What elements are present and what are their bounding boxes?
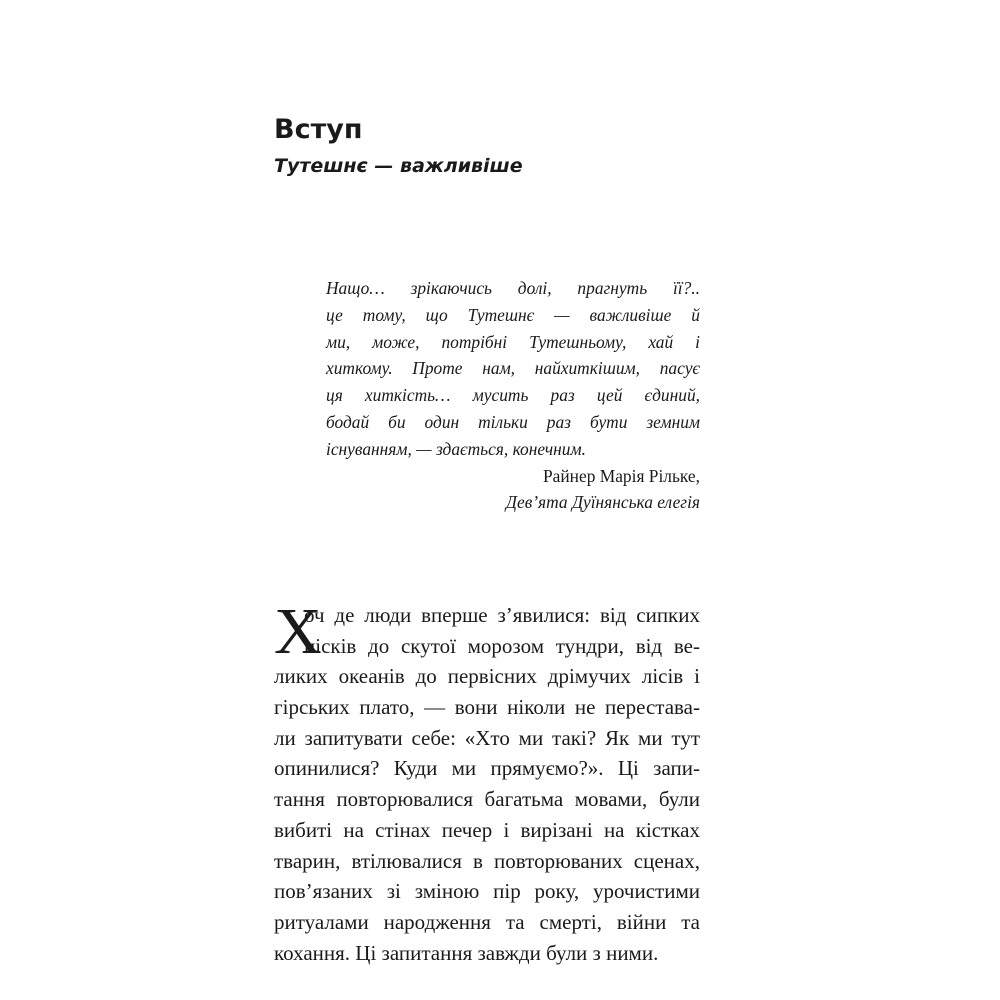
body-line: гірських плато, — вони ніколи не перестава-: [274, 695, 700, 720]
body-line: тання повторювалися багатьма мовами, були: [274, 787, 700, 812]
epigraph-line: хиткому. Проте нам, найхиткішим, пасує: [326, 358, 700, 379]
chapter-title: Вступ: [274, 114, 363, 145]
epigraph-line: ця хиткість… мусить раз цей єдиний,: [326, 385, 700, 406]
body-line: оч де люди вперше з’явилися: від сипких: [304, 603, 700, 627]
epigraph-author: Райнер Марія Рільке,: [542, 465, 700, 486]
epigraph-line: ми, може, потрібні Тутешньому, хай і: [326, 331, 700, 352]
body-line: опинилися? Куди ми прямуємо?». Ці запи-: [274, 756, 700, 781]
body-line: вибиті на стінах печер і вирізані на кістках: [274, 817, 700, 842]
body-line: тварин, втілювалися в повторюваних сценах,: [274, 848, 700, 873]
body-paragraph: [274, 595, 700, 968]
body-line: кохання. Ці запитання завжди були з ними.: [274, 940, 659, 965]
chapter-subtitle: Тутешнє — важливіше: [274, 155, 523, 177]
drop-cap: Х: [274, 595, 322, 668]
epigraph-line: Нащо… зрікаючись долі, прагнуть її?..: [326, 278, 700, 298]
body-line: пісків до скутої морозом тундри, від ве-: [304, 633, 700, 658]
epigraph-line: існуванням, — здається, конечним.: [326, 438, 586, 459]
epigraph-line: бодай би один тільки раз бути земним: [326, 411, 700, 432]
body-line: ликих океанів до первісних дрімучих лісів і: [274, 664, 700, 689]
epigraph-source: Дев’ята Дуїнянська елегія: [505, 492, 700, 513]
epigraph: [326, 275, 700, 516]
body-line: ли запитувати себе: «Хто ми такі? Як ми тут: [274, 725, 700, 750]
body-line: пов’язаних зі зміною пір року, урочистими: [274, 879, 700, 904]
epigraph-line: це тому, що Тутешнє — важливіше й: [326, 304, 700, 325]
body-line: ритуалами народження та смерті, війни та: [274, 909, 700, 934]
